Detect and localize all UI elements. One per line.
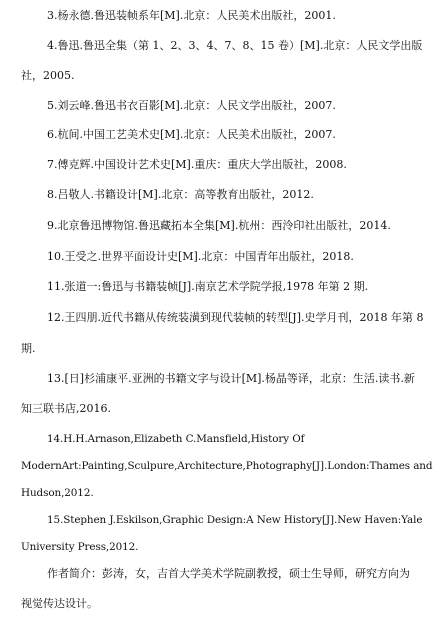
reference-3: 3.杨永德.鲁迅装帧系年[M].北京：人民美术出版社，2001. bbox=[47, 9, 336, 22]
reference-13-line-1: 13.[日]杉浦康平.亚洲的书籍文字与设计[M].杨晶等译，北京：生活.读书.新 bbox=[47, 372, 415, 385]
reference-14-line-2: ModernArt:Painting,Sculpure,Architecture,Photography[J].London:Thames and bbox=[21, 460, 433, 472]
reference-10: 10.王受之.世界平面设计史[M].北京：中国青年出版社，2018. bbox=[47, 250, 354, 263]
author-bio-line-2: 视觉传达设计。 bbox=[21, 597, 98, 610]
reference-14-line-3: Hudson,2012. bbox=[21, 487, 94, 499]
reference-15-line-1: 15.Stephen J.Eskilson,Graphic Design:A New History[J].New Haven:Yale bbox=[47, 514, 423, 526]
reference-11: 11.张道一:鲁迅与书籍装帧[J].南京艺术学院学报,1978 年第 2 期. bbox=[47, 280, 369, 293]
reference-4-line-1: 4.鲁迅.鲁迅全集（第 1、2、3、4、7、8、15 卷）[M].北京：人民文学出版 bbox=[47, 39, 423, 52]
reference-6: 6.杭间.中国工艺美术史[M].北京：人民美术出版社，2007. bbox=[47, 128, 336, 141]
reference-5: 5.刘云峰.鲁迅书衣百影[M].北京：人民文学出版社，2007. bbox=[47, 99, 336, 112]
reference-9: 9.北京鲁迅博物馆.鲁迅藏拓本全集[M].杭州：西泠印社出版社，2014. bbox=[47, 219, 391, 232]
reference-12-line-2: 期. bbox=[21, 342, 36, 355]
reference-15-line-2: University Press,2012. bbox=[21, 541, 139, 553]
author-bio-line-1: 作者简介：彭涛，女，吉首大学美术学院副教授，硕士生导师，研究方向为 bbox=[47, 567, 410, 580]
reference-12-line-1: 12.王四朋.近代书籍从传统装潢到现代装帧的转型[J].史学月刊，2018 年第 8 bbox=[47, 311, 424, 324]
reference-8: 8.吕敬人.书籍设计[M].北京：高等教育出版社，2012. bbox=[47, 188, 314, 201]
reference-13-line-2: 知三联书店,2016. bbox=[21, 402, 111, 415]
reference-14-line-1: 14.H.H.Arnason,Elizabeth C.Mansfield,History Of bbox=[47, 433, 305, 445]
reference-4-line-2: 社，2005. bbox=[21, 69, 75, 82]
reference-7: 7.傅克辉.中国设计艺术史[M].重庆：重庆大学出版社，2008. bbox=[47, 158, 347, 171]
